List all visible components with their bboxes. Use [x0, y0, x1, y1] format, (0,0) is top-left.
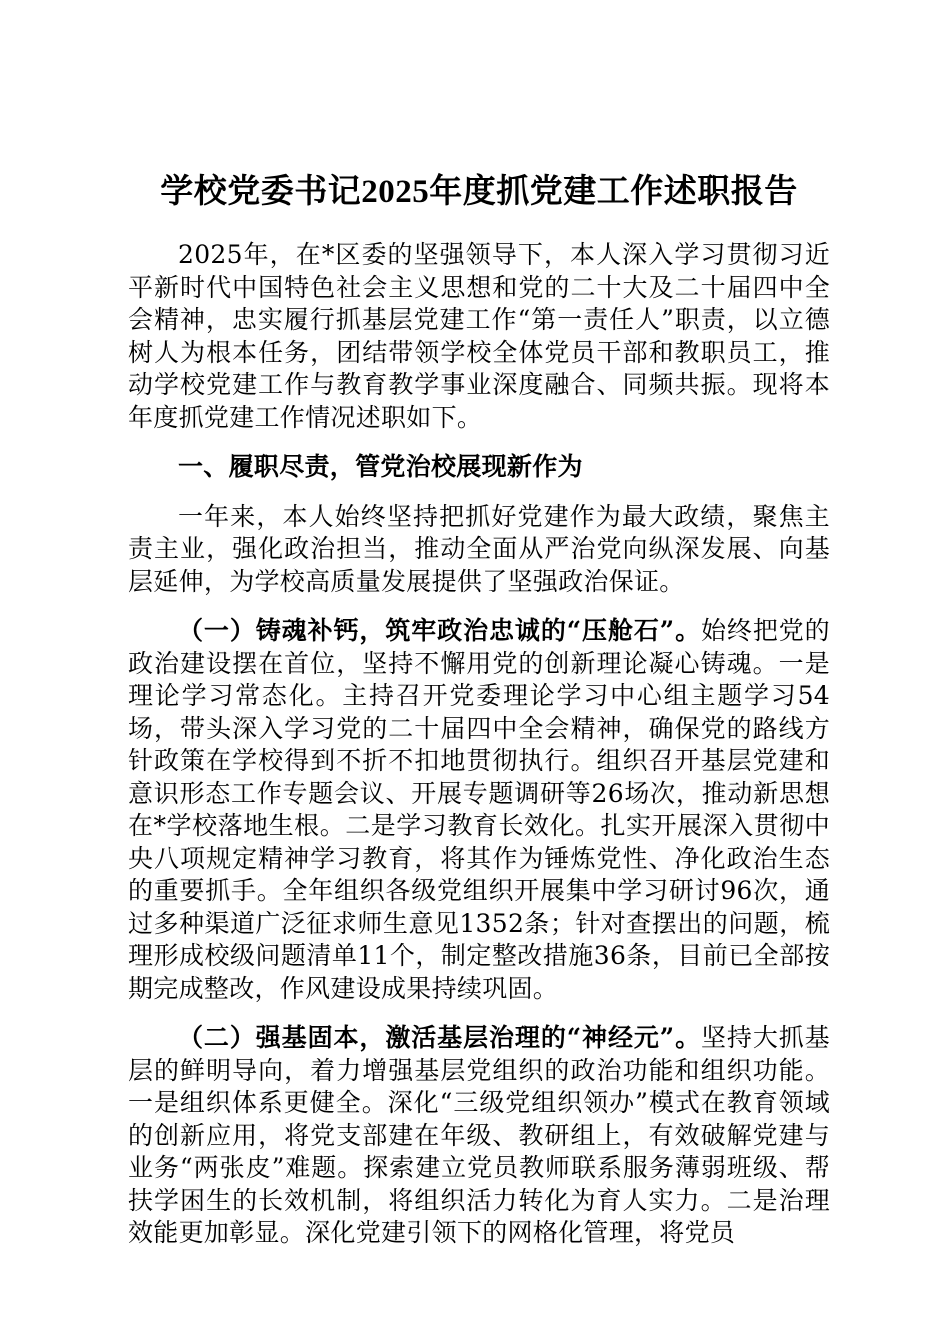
- item2-body: 坚持大抓基层的鲜明导向，着力增强基层党组织的政治功能和组织功能。一是组织体系更健全。深化“三级党组织领办”模式在教育领域的创新应用，将党支部建在年级、教研组上，有效破解党建与业务“两张皮”难题。探索建立党员教师联系服务薄弱班级、帮扶学困生的长效机制，将组织活力转化为育人实力。二是治理效能更加彰显。深化党建引领下的网格化管理，将党员: [128, 1023, 830, 1247]
- document-title: [108, 168, 850, 215]
- item2-paragraph: [128, 1022, 830, 1250]
- item1-lead: （一）铸魂补钙，筑牢政治忠诚的“压舱石”。: [178, 616, 702, 645]
- title-year: 2025: [361, 174, 430, 210]
- intro-paragraph: 2025年，在*区委的坚强领导下，本人深入学习贯彻习近平新时代中国特色社会主义思想和党的二十大及二十届四中全会精神，忠实履行抓基层党建工作“第一责任人”职责，以立德树人为根本任务，团结带领学校全体党员干部和教职员工，推动学校党建工作与教育教学事业深度融合、同频共振。现将本年度抓党建工作情况述职如下。: [128, 240, 830, 432]
- title-suffix: 年度抓党建工作述职报告: [429, 171, 798, 210]
- item2-lead: （二）强基固本，激活基层治理的“神经元”。: [178, 1023, 702, 1052]
- section1-intro-paragraph: 一年来，本人始终坚持把抓好党建作为最大政绩，聚焦主责主业，强化政治担当，推动全面从严治党向纵深发展、向基层延伸，为学校高质量发展提供了坚强政治保证。: [128, 501, 830, 596]
- item1-body: 始终把党的政治建设摆在首位，坚持不懈用党的创新理论凝心铸魂。一是理论学习常态化。主持召开党委理论学习中心组主题学习54场，带头深入学习党的二十届四中全会精神，确保党的路线方针政策在学校得到不折不扣地贯彻执行。组织召开基层党建和意识形态工作专题会议、开展专题调研等26场次，推动新思想在*学校落地生根。二是学习教育长效化。扎实开展深入贯彻中央八项规定精神学习教育，将其作为锤炼党性、净化政治生态的重要抓手。全年组织各级党组织开展集中学习研讨96次，通过多种渠道广泛征求师生意见1352条；针对查摆出的问题，梳理形成校级问题清单11个，制定整改措施36条，目前已全部按期完成整改，作风建设成果持续巩固。: [128, 616, 830, 1003]
- document-page: [128, 168, 830, 1267]
- section-heading-1: 一、履职尽责，管党治校展现新作为: [178, 452, 583, 481]
- item1-paragraph: [128, 615, 830, 1005]
- title-prefix: 学校党委书记: [160, 171, 362, 210]
